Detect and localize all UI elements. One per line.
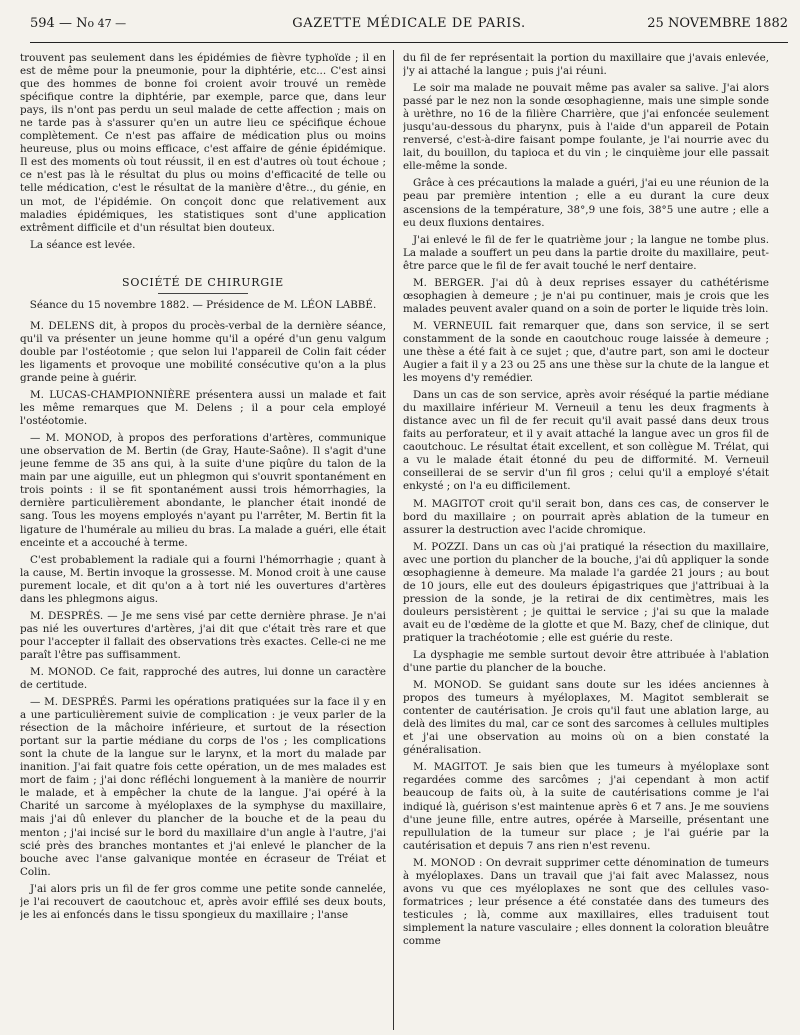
paragraph: — M. DESPRÉS. Parmi les opérations pratiquées sur la face il y en a une particulièrement suivie de complication : je veux parler de la résection de la mâchoire inférieure, et surtout de la résection portant sur la partie médiane du corps de l'os ; les complications sont la chute de la langue sur le larynx, et la mort du malade par inanition. J'ai fait quatre fois cette opération, un de mes malades est mort de faim ; j'ai donc réfléchi longuement à la manière de nourrir le malade, et à empêcher la chute de la langue. J'ai opéré à la Charité un sarcome à myéloplaxes de la symphyse du maxillaire, mais j'ai dû enlever du plancher de la bouche et de la peau du menton ; j'ai incisé sur le bord du maxillaire d'un angle à l'autre, j'ai scié près des branches montantes et j'ai enlevé le plancher de la bouche avec l'anse galvanique montée en écraseur de Tréiat et Colin. bbox=[20, 696, 386, 878]
paragraph: M. LUCAS-CHAMPIONNIÈRE présentera aussi un malade et fait les même remarques que M. Delens ; il a pour cela employé l'ostéotomie. bbox=[20, 389, 386, 428]
session-line: Séance du 15 novembre 1882. — Présidence de M. LÉON LABBÉ. bbox=[29, 298, 377, 311]
paragraph: M. VERNEUIL fait remarquer que, dans son service, il se sert constamment de la sonde en caoutchouc rouge laissée à demeure ; une thèse a été fait à ce sujet ; que, d'autre part, son ami le docteur Augier a fait il y a 23 ou 25 ans une thèse sur la chute de la langue et les moyens d'y remédier. bbox=[403, 319, 769, 385]
paragraph: La dysphagie me semble surtout devoir être attribuée à l'ablation d'une partie du plancher de la bouche. bbox=[403, 649, 769, 675]
journal-title: GAZETTE MÉDICALE DE PARIS. bbox=[292, 16, 526, 31]
paragraph: du fil de fer représentait la portion du maxillaire que j'avais enlevée, j'y ai attaché la langue ; puis j'ai réuni. bbox=[403, 52, 769, 78]
paragraph: M. MONOD : On devrait supprimer cette dénomination de tumeurs à myéloplaxes. Dans un travail que j'ai fait avec Malassez, nous avons vu que ces myéloplaxes ne sont que des cellules vaso-formatrices ; leur présence a été constatée dans des tumeurs des testicules ; là, comme aux maxillaires, elles traduisent tout simplement la nature vasculaire ; elles donnent la coloration bleuâtre comme bbox=[403, 856, 769, 947]
paragraph: Grâce à ces précautions la malade a guéri, j'ai eu une réunion de la peau par première intention ; elle a eu durant la cure deux ascensions de la température, 38°,9 une fois, 38°5 une autre ; elle a eu deux fluxions dentaires. bbox=[403, 177, 769, 229]
page-number: 594 — No 47 — bbox=[30, 16, 127, 31]
paragraph: M. MONOD. Ce fait, rapproché des autres, lui donne un caractère de certitude. bbox=[20, 665, 386, 692]
paragraph: C'est probablement la radiale qui a fourni l'hémorrhagie ; quant à la cause, M. Bertin invoque la grossesse. M. Monod croit à une cause purement locale, et dit qu'on a à tort nié les ouvertures d'artères dans les phlegmons aigus. bbox=[20, 553, 386, 605]
page-header bbox=[30, 12, 788, 43]
paragraph: Dans un cas de son service, après avoir réséqué la partie médiane du maxillaire inférieur M. Verneuil a tenu les deux fragments à distance avec un fil de fer recuit qu'il avait passé dans deux trous faits au perforateur, et il y avait attaché la langue avec un gros fil de caoutchouc. Le résultat était excellent, et son collègue M. Trélat, qui a vu le malade était étonné du peu de difformité. M. Verneuil conseillerai de se servir d'un fil gros ; celui qu'il a employé s'était enkysté ; on l'a eu difficilement. bbox=[403, 389, 769, 493]
section-title: SOCIÉTÉ DE CHIRURGIE bbox=[122, 275, 284, 289]
paragraph: M. DELENS dit, à propos du procès-verbal de la dernière séance, qu'il va présenter un jeune homme qu'il a opéré d'un genu valgum double par l'ostéotomie ; que selon lui l'appareil de Colin fait céder les ligaments et provoque une mobilité consécutive qu'on a la plus grande peine à guérir. bbox=[20, 319, 386, 384]
right-column bbox=[403, 52, 769, 1027]
column-divider bbox=[393, 50, 394, 1030]
left-column bbox=[20, 52, 386, 1027]
issue-date: 25 NOVEMBRE 1882 bbox=[647, 16, 788, 31]
section-rule bbox=[158, 293, 248, 294]
paragraph: M. POZZI. Dans un cas où j'ai pratiqué la résection du maxillaire, avec une portion du plancher de la bouche, j'ai dû appliquer la sonde œsophagienne à demeure. Ma malade l'a gardée 21 jours ; au bout de 10 jours, elle eut des douleurs épigastriques que j'attribuai à la pression de la sonde, je la retirai de dix centimètres, mais les douleurs persistèrent ; je quittai le service ; j'ai su que la malade avait eu de l'œdème de la glotte et que M. Bazy, chef de clinique, dut pratiquer la trachéotomie ; elle est guérie du reste. bbox=[403, 540, 769, 644]
paragraph: M. MAGITOT. Je sais bien que les tumeurs à myéloplaxe sont regardées comme des sarcômes ; j'ai cependant à mon actif beaucoup de faits où, à la suite de cautérisations comme je l'ai indiqué là, guérison s'est maintenue après 6 et 7 ans. Je me souviens d'une jeune fille, entre autres, opérée à Marseille, présentant une repullulation de la tumeur sur place ; je l'ai guérie par la cautérisation et depuis 7 ans rien n'est revenu. bbox=[403, 761, 769, 852]
paragraph: La séance est levée. bbox=[30, 238, 136, 251]
paragraph: M. MONOD. Se guidant sans doute sur les idées anciennes à propos des tumeurs à myéloplaxes, M. Magitot semblerait se contenter de cautérisation. Je crois qu'il faut une ablation large, au delà des limites du mal, car ce sont des sarcomes à cellules multiples et j'ai une observation au moins où on a bien constaté la généralisation. bbox=[403, 679, 769, 757]
paragraph: M. DESPRÉS. — Je me sens visé par cette dernière phrase. Je n'ai pas nié les ouvertures d'artères, j'ai dit que c'était très rare et que pour l'accepter il fallait des observations très exactes. Celle-ci ne me paraît l'être pas suffisamment. bbox=[20, 609, 386, 661]
paragraph: J'ai alors pris un fil de fer gros comme une petite sonde cannelée, je l'ai recouvert de caoutchouc et, après avoir effilé ses deux bouts, je les ai enfoncés dans le tissu spongieux du maxillaire ; l'anse bbox=[20, 882, 386, 921]
paragraph: Le soir ma malade ne pouvait même pas avaler sa salive. J'ai alors passé par le nez non la sonde œsophagienne, mais une simple sonde à urèthre, no 16 de la filière Charrière, que j'ai enfoncée seulement jusqu'au-dessous du pharynx, puis à l'aide d'un appareil de Potain renversé, c'est-à-dire faisant pompe foulante, je l'ai nourrie avec du lait, du bouillon, du tapioca et du vin ; le cinquième jour elle passait elle-même la sonde. bbox=[403, 82, 769, 173]
paragraph: M. MAGITOT croit qu'il serait bon, dans ces cas, de conserver le bord du maxillaire ; on pourrait après ablation de la tumeur en assurer la destruction avec l'acide chromique. bbox=[403, 497, 769, 536]
paragraph: J'ai enlevé le fil de fer le quatrième jour ; la langue ne tombe plus. La malade a souffert un peu dans la partie droite du maxillaire, peut-être parce que le fil de fer avait touché le nerf dentaire. bbox=[403, 233, 769, 272]
paragraph: — M. MONOD, à propos des perforations d'artères, communique une observation de M. Bertin (de Gray, Haute-Saône). Il s'agit d'une jeune femme de 35 ans qui, à la suite d'une piqûre du talon de la main par une aiguille, eut un phlegmon qui s'ouvrit spontanément en trois points : il se fit spontanément aussi trois hémorrhagies, la dernière particulièrement abondante, le plancher était inondé de sang. Tous les moyens employés n'ayant pu l'arrêter, M. Bertin fit la ligature de l'humérale au milieu du bras. La malade a guéri, elle était enceinte et a accouché à terme. bbox=[20, 432, 386, 549]
paragraph: trouvent pas seulement dans les épidémies de fièvre typhoïde ; il en est de même pour la pneumonie, pour la diphtérie, etc... C'est ainsi que des hommes de bonne foi croient avoir trouvé un remède spécifique contre la diphtérie, par exemple, parce que, dans leur pays, ils n'ont pas perdu un seul malade de cette affection ; mais on ne tarde pas à s'assurer qu'en un autre lieu ce spécifique échoue complètement. Ce n'est pas affaire de médication plus ou moins heureuse, plus ou moins efficace, c'est affaire de génie épidémique. Il est des moments où tout réussit, il en est d'autres où tout échoue ; ce n'est pas là le résultat du plus ou moins d'efficacité de telle ou telle médication, c'est le résultat de la manière d'être.., du génie, en un mot, de l'épidémie. On conçoit donc que relativement aux maladies épidémiques, les statistiques sont d'une application extrêment difficile et d'un résultat bien douteux. bbox=[20, 52, 386, 234]
paragraph: M. BERGER. J'ai dû à deux reprises essayer du cathétérisme œsophagien à demeure ; je n'ai pu continuer, mais je crois que les malades peuvent avaler quand on a soin de porter le liquide très loin. bbox=[403, 276, 769, 315]
